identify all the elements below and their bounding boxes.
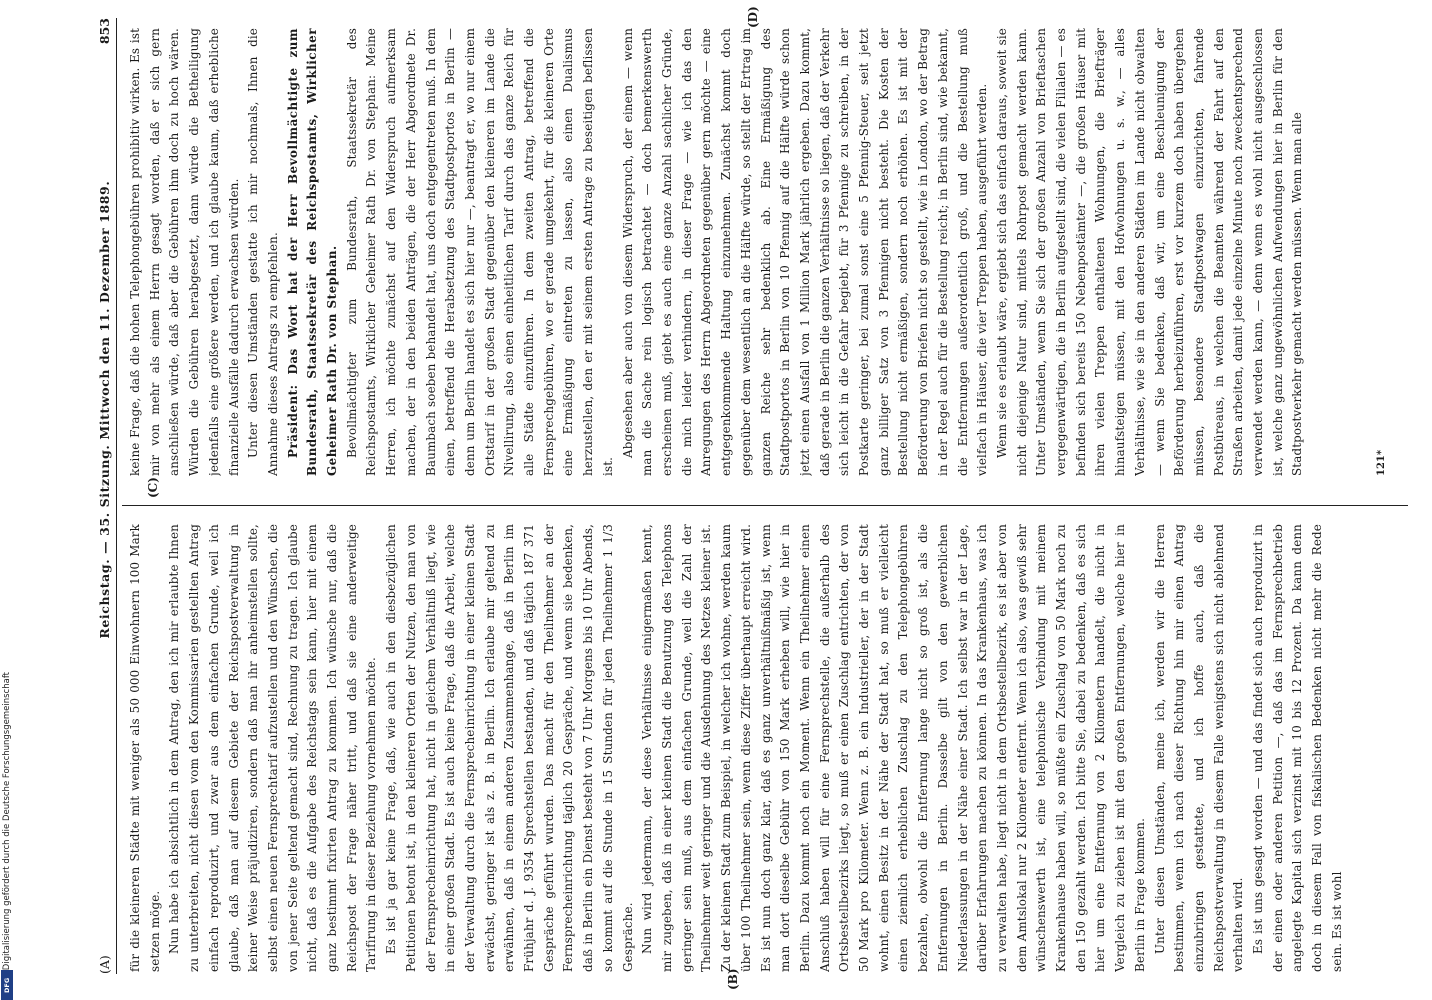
margin-mark-b: (B) <box>726 968 740 990</box>
page-number: 853 <box>96 18 112 45</box>
paragraph: für die kleineren Städte mit weniger als 50 000 Einwohnern 100 Mark setzen möge. <box>128 524 162 972</box>
left-column <box>126 524 1406 972</box>
paragraph: Es ist uns gesagt worden — und das findet sich auch reproduzirt in der einen oder anderen Petition —, daß das im Fernsprechbetrieb angelegte Kapital sich verzinst mit 10 bis 12 Prozent. Da kann denn doch in diesem Fall von fiskalischen Bedenken nicht mehr die Rede sein. Es ist wohl <box>1251 524 1344 972</box>
dfg-logo: DFG <box>1 970 13 1000</box>
margin-mark-d: (D) <box>746 6 760 28</box>
speaker-paragraph: Präsident: Das Wort hat der Herr Bevollmächtigte zum Bundesrath, Staatssekretär des Reichspostamts, Wirklicher Geheimer Rath Dr. von Stephan. <box>285 28 340 476</box>
scanned-page <box>86 8 1416 988</box>
page-header <box>92 18 117 974</box>
page-content <box>86 8 1416 988</box>
paragraph: Es ist ja gar keine Frage, daß, wie auch in den diesbezüglichen Petitionen betont ist, in den kleineren Orten der Nutzen, den man von der Fernsprecheinrichtung hat, nicht in gleichem Verhältniß liegt, wie in einer großen Stadt. Es ist auch keine Frage, daß die Arbeit, welche der Verwaltung durch die Fernsprecheinrichtung in einer kleinen Stadt erwächst, geringer ist als z. B. in Berlin. Ich erlaube mir geltend zu erwähnen, daß in einem anderen Zusammenhange, daß in Berlin im Frühjahr d. J. 9354 Sprechstellen bestanden, und daß täglich 187 371 Gespräche geführt wurden. Das macht für den Theilnehmer an der Fernsprecheinrichtung täglich 20 Gespräche, und wenn sie bedenken, daß in Berlin ein Dienst besteht von 7 Uhr Morgens bis 10 Uhr Abends, so kommt auf die Stunde in 15 Stunden für jeden Theilnehmer 1 1/3 Gespräche. <box>384 524 635 972</box>
margin-mark-a: (A) <box>96 955 112 974</box>
paragraph: keine Frage, daß die hohen Telephongebühren prohibitiv wirken. Es ist mir von mehr als einem Herrn gesagt worden, daß er sich gern anschließen würde, daß aber die Gebühren ihm doch zu hoch wären. Würden die Gebühren herabgesetzt, dann würde die Betheiligung jedenfalls eine größere werden, und ich glaube kaum, daß erhebliche finanzielle Ausfälle dadurch erwachsen würden. <box>128 28 241 476</box>
digitization-note: Digitalisierung gefördert durch die Deutsche Forschungsgemeinschaft <box>2 671 12 970</box>
paragraph: Unter diesen Umständen, meine ich, werden wir die Herren bestimmen, wenn ich nach dieser Richtung hin mir einen Antrag einzubringen gestattete, und ich hoffe auch, daß die Reichspostverwaltung in diesem Falle wenigstens sich nicht ablehnend verhalten wird. <box>1152 524 1246 972</box>
right-column <box>126 28 1406 476</box>
paragraph: Nun habe ich absichtlich in dem Antrag, den ich mir erlaubte Ihnen zu unterbreiten, nicht diesen vom den Kommissarien gestellten Antrag einfach reproduzirt, und zwar aus dem einfachen Grunde, weil ich glaube, daß man auf diesem Gebiete der Reichspostverwaltung in keiner Weise präjudiziren, sondern daß man ihr anheimstellen sollte, selbst einen neuen Fernsprechtarif aufzustellen und den Wünschen, die von jener Seite geltend gemacht sind, Rechnung zu tragen. Ich glaube nicht, daß es die Aufgabe des Reichstags sein kann, hier mit einem ganz bestimmt fixirten Antrag zu kommen. Ich wünsche nur, daß die Reichspost der Frage näher tritt, und daß sie eine anderweitige Tarifirung in dieser Beziehung vornehmen möchte. <box>167 524 379 972</box>
paragraph: Abgesehen aber auch von diesem Widerspruch, der einem — wenn man die Sache rein logisch betrachtet — doch bemerkenswerth erscheinen muß, giebt es auch eine ganze Anzahl sachlicher Gründe, die mich leider verhindern, in dieser Frage — wie ich das den Anregungen des Herrn Abgeordneten gegenüber gern möchte — eine entgegenkommende Haltung einzunehmen. Zunächst kommt doch gegenüber dem wesentlich an die Hälfte würde, so stellt der Ertrag im ganzen Reiche sehr bedenklich ab. Eine Ermäßigung des Stadtpostportos in Berlin von 10 Pfennig auf die Hälfte würde schon jetzt einen Ausfall von 1 Million Mark jährlich ergeben. Dazu kommt, daß gerade in Berlin die ganzen Verhältnisse so liegen, daß der Verkehr sich leicht in die Gefahr begiebt, für 3 Pfennige zu schreiben, in der Postkarte geringer, bei zumal sonst eine 5 Pfennig-Steuer, seit jetzt ganz billiger Satz von 3 Pfennigen nicht besteht. Die Kosten der Bestellung nicht ermäßigen, sondern noch erhöhen. Es ist mit der Beförderung von Briefen nicht so gestellt, wie in London, wo der Betrag in der Regel auch für die Bestellung reicht; in Berlin sind, wie bekannt, die Entfernungen außerordentlich groß, und die Bestellung muß vielfach in Häuser, die vier Treppen haben, ausgeführt werden. <box>620 28 990 476</box>
column-divider <box>122 505 1408 506</box>
paragraph: Wenn sie es erlaubt wäre, ergiebt sich das einfach daraus, soweit sie nicht diejenige Natur sind, mittels Rohrpost gemacht werden kann. Unter Umständen, wenn Sie sich der großen Anzahl von Brieftaschen vergegenwärtigen, die in Berlin aufgestellt sind, die vielen Filialen — es befinden sich bereits 150 Nebenpostämter —, die großen Häuser mit ihren vielen Treppen enthaltenen Wohnungen, die Briefträger hinaufsteigen müssen, mit den Hofwohnungen u. s. w., — alles Verhältnisse, wie sie in den anderen Städten im Lande nicht obwalten — wenn Sie bedenken, daß wir, um eine Beschleunigung der Beförderung herbeizuführen, erst vor kurzem doch haben übergehen müssen, besondere Stadtpostwagen einzurichten, fahrende Postbüreaus, in welchen die Beamten während der Fahrt auf den Straßen arbeiten, damit jede einzelne Minute noch zweckentsprechend verwendet werden kann, — denn wenn es wohl nicht ausgeschlossen ist, welche ganz ungewöhnlichen Aufwendungen hier in Berlin für den Stadtpostverkehr gemacht werden müssen. Wenn man alle <box>994 28 1305 476</box>
margin-mark-c: (C) <box>146 477 160 498</box>
paragraph: Nun wird jedermann, der diese Verhältnisse einigermaßen kennt, mir zugeben, daß in einer kleinen Stadt die Benutzung des Telephons geringer sein muß, aus dem einfachen Grunde, weil die Zahl der Theilnehmer weit geringer und die Ausdehnung des Netzes kleiner ist. Zu der kleinen Stadt zum Beispiel, in welcher ich wohne, werden kaum über 100 Theilnehmer sein, wenn diese Ziffer überhaupt erreicht wird. Es ist nun doch ganz klar, daß es ganz unverhältnißmäßig ist, wenn man dort dieselbe Gebühr von 150 Mark erheben will, wie hier in Berlin. Dazu kommt noch ein Moment. Wenn ein Theilnehmer einen Anschluß haben will für eine Fernsprechstelle, die außerhalb des Ortsbestellbezirks liegt, so muß er einen Zuschlag entrichten, der von 50 Mark pro Kilometer. Wenn z. B. ein Industrieller, der in der Stadt wohnt, einen Besitz in der Nähe der Stadt hat, so muß er vielleicht einen ziemlich erheblichen Zuschlag zu den Telephongebühren bezahlen, obwohl die Entfernung lange nicht so groß ist, als die Entfernungen in Berlin. Dasselbe gilt von den gewerblichen Niederlassungen in der Nähe einer Stadt. Ich selbst war in der Lage, darüber Erfahrungen machen zu können. In das Krankenhaus, was ich zu verwalten habe, liegt nicht in dem Ortsbestellbezirk, es ist aber von dem Amtslokal nur 2 Kilometer entfernt. Wenn ich also, was gewiß sehr wünschenswerth ist, eine telephonische Verbindung mit meinem Krankenhause haben will, so müßte ein Zuschlag von 50 Mark noch zu den 150 gezahlt werden. Ich bitte Sie, dabei zu bedenken, daß es sich hier um eine Entfernung von 2 Kilometern handelt, die nicht in Vergleich zu ziehen ist mit den großen Entfernungen, welche hier in Berlin in Frage kommen. <box>640 524 1147 972</box>
side-strip <box>0 0 14 1000</box>
paragraph: Bevollmächtigter zum Bundesrath, Staatssekretär des Reichspostamts, Wirklicher Geheimer Rath Dr. von Stephan: Meine Herren, ich möchte zunächst auf den Widerspruch aufmerksam machen, der in den beiden Anträgen, die der Herr Abgeordnete Dr. Baumbach soeben behandelt hat, uns doch entgegentreten muß. In dem einen, betreffend die Herabsetzung des Stadtpostportos in Berlin — denn um Berlin handelt es sich hier nur —, beantragt er, wo nur einem Ortstarif in der großen Stadt gegenüber den kleineren im Lande die Nivellirung, also einen einheitlichen Tarif durch das ganze Reich für alle Städte einzuführen. In dem zweiten Antrag, betreffend die Fernsprechgebühren, wo er gerade umgekehrt, für die kleineren Orte eine Ermäßigung eintreten zu lassen, also einen Dualismus herzustellen, den er mit seinem ersten Antrage zu beseitigen beflissen ist. <box>344 28 615 476</box>
running-title: Reichstag. — 35. Sitzung. Mittwoch den 11. Dezember 1889. <box>96 180 112 639</box>
paragraph: Unter diesen Umständen gestatte ich mir nochmals, Ihnen die Annahme dieses Antrags zu empfehlen. <box>246 28 280 476</box>
signature-mark: 121* <box>1376 449 1387 476</box>
